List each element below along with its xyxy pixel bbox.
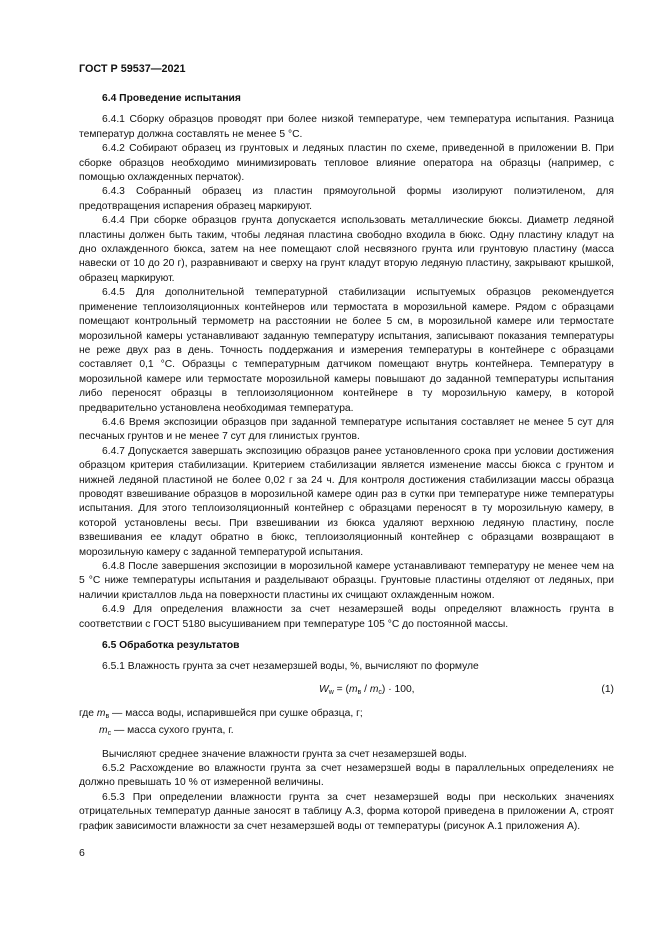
paragraph-average: Вычисляют среднее значение влажности грунта за счет незамерзшей воды. bbox=[102, 748, 467, 760]
page-number: 6 bbox=[79, 847, 85, 859]
paragraph-6-4-8: 6.4.8 После завершения экспозиции в морозильной камере устанавливают температуру не менее чем на 5 °С ниже температуры испытания и разделывают образцы. Грунтовые пластины отделяют от ледяных, при наличии кристаллов льда на поверхности пластины их счищают охлажденным ножом. bbox=[79, 561, 614, 601]
paragraph-6-4-2: 6.4.2 Собирают образец из грунтовых и ледяных пластин по схеме, приведенной в приложении В. При сборке образцов необходимо минимизировать тепловое влияние оператора на образцы (например, с помощью охлажденных перчаток). bbox=[79, 143, 614, 184]
paragraph-6-4-9: 6.4.9 Для определения влажности за счет незамерзшей воды определяют влажность грунта в соответствии с ГОСТ 5180 высушиванием при температуре 105 °С до постоянной массы. bbox=[79, 604, 614, 630]
section-heading-6-5: 6.5 Обработка результатов bbox=[102, 640, 240, 652]
paragraph-6-4-7: 6.4.7 Допускается завершать экспозицию образцов ранее установленного срока при условии достижения образцом критерия стабилизации. Критерием стабилизации является изменение массы бюкса с грунтом и нижней ледяной пластиной не более 0,02 г за 24 ч. Для контроля достижения стабилизации массы образца проводят взвешивание образцов в морозильной камере один раз в сутки при температуре ниже температуры испытания. Для этого теплоизоляционный контейнер с образцами переносят в ту морозильную камеру, в которой установлены весы. При взвешивании из бюкса удаляют верхнюю ледяную пластину, после взвешивания ее кладут обратно в бюкс, теплоизоляционный контейнер с образцами возвращают в морозильную камеру с заданной температурой испытания. bbox=[79, 445, 614, 558]
paragraph-6-4-3: 6.4.3 Собранный образец из пластин прямоугольной формы изолируют полиэтиленом, для предотвращения испарения образец маркируют. bbox=[79, 186, 614, 212]
formula-1 bbox=[79, 683, 614, 699]
paragraph-6-4-1: 6.4.1 Сборку образцов проводят при более низкой температуре, чем температура испытания. Разница температур должна составлять не менее 5 °С. bbox=[79, 114, 614, 140]
formula-number: (1) bbox=[601, 683, 614, 695]
paragraph-6-5-1: 6.5.1 Влажность грунта за счет незамерзшей воды, %, вычисляют по формуле bbox=[102, 661, 479, 673]
paragraph-6-5-3: 6.5.3 При определении влажности грунта за счет незамерзшей воды при нескольких значениях отрицательных температур данные заносят в таблицу А.3, форма которой приведена в приложении А, строят график зависимости влажности за счет незамерзшей воды от температуры (рисунок А.1 приложения А). bbox=[79, 791, 614, 832]
standard-header: ГОСТ Р 59537—2021 bbox=[79, 63, 186, 75]
formula-expression: $W_w = (m_в / m_c) \cdot 100$, bbox=[319, 683, 415, 696]
paragraph-6-4-4: 6.4.4 При сборке образцов грунта допускается использовать металлические бюксы. Диаметр ледяной пластины должен быть таким, чтобы ледяная пластина свободно входила в бюкс. Одну пластину кладут на дно охлажденного бюкса, затем на нее помещают слой несвязного грунта или грунтовую пластину (масса навески от 10 до 20 г), разравнивают и сверху на грунт кладут вторую ледяную пластину, закрывают крышкой, образец маркируют. bbox=[79, 215, 614, 284]
paragraph-6-4-6: 6.4.6 Время экспозиции образцов при заданной температуре испытания составляет не менее 5 сут для песчаных грунтов и не менее 7 сут для глинистых грунтов. bbox=[79, 416, 614, 443]
formula-legend bbox=[79, 707, 614, 742]
section-heading-6-4: 6.4 Проведение испытания bbox=[102, 93, 241, 104]
paragraph-6-4-5: 6.4.5 Для дополнительной температурной стабилизации испытуемых образцов рекомендуется применение теплоизоляционных контейнеров или термостата в морозильной камере. Рядом с образцами помещают контрольный термометр на расстоянии не более 5 см, в морозильной камере или термостате морозильной камеры устанавливают заданную температуру испытания, записывают показания температуры не реже двух раз в день. Точность поддержания и измерения температуры в контейнере с образцами составляет 0,1 °С. Образцы с температурным датчиком помещают внутрь контейнера. Температуру в морозильной камере или термостате морозильной камеры повышают до заданной температуры испытания либо переносят образцы в теплоизоляционном контейнере в ту морозильную камеру, в которой предварительно установлена необходимая температура. bbox=[79, 287, 614, 414]
legend-row-dry-soil-mass: $m_c$ — масса сухого грунта, г. bbox=[99, 725, 234, 738]
paragraph-6-5-2: 6.5.2 Расхождение во влажности грунта за счет незамерзшей воды в параллельных определениях не должно превышать 10 % от измеренной величины. bbox=[79, 763, 614, 789]
legend-row-water-mass: где $m_в$ — масса воды, испарившейся при сушке образца, г; bbox=[79, 707, 363, 720]
document-body bbox=[79, 92, 614, 834]
